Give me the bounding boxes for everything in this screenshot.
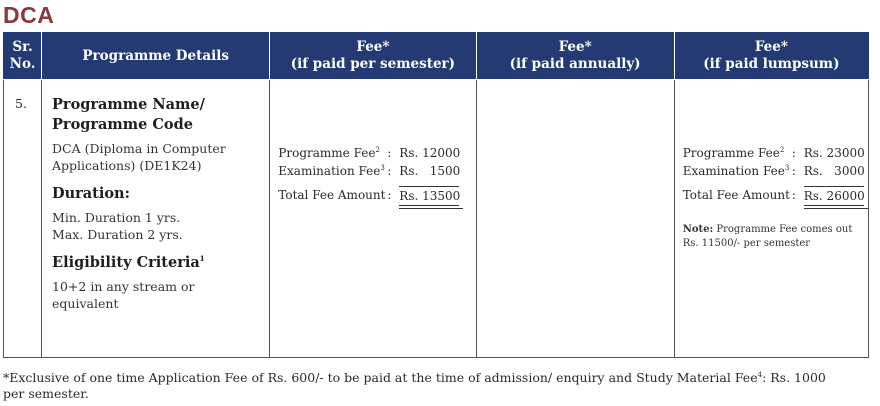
- max-duration: Max. Duration 2 yrs.: [52, 227, 183, 242]
- header-fee-semester: [270, 33, 476, 80]
- table-header-row: [4, 33, 869, 80]
- semester-total-colon: :: [387, 188, 392, 202]
- header-sr-no-line1: Sr.: [12, 39, 33, 55]
- semester-exam-fee-value: Rs. 1500: [399, 164, 461, 178]
- semester-programme-fee-label: [278, 144, 387, 162]
- lumpsum-note: [683, 223, 868, 251]
- min-duration: Min. Duration 1 yrs.: [52, 210, 181, 225]
- sr-no-value: 5.: [15, 96, 27, 111]
- semester-programme-fee-colon: :: [387, 146, 392, 160]
- lumpsum-total-label: Total Fee Amount: [682, 188, 790, 202]
- programme-name-heading-line1: Programme Name/: [52, 96, 205, 113]
- eligibility-line1: 10+2 in any stream or: [52, 279, 195, 294]
- header-sr-no-line2: No.: [9, 56, 36, 72]
- lumpsum-exam-fee-row: [683, 162, 868, 180]
- fee-semester-cell: [270, 80, 476, 358]
- semester-exam-fee-label: [278, 162, 387, 180]
- fee-lumpsum-cell: [674, 80, 868, 358]
- table-row: [4, 80, 869, 358]
- footnote-text-1: *Exclusive of one time Application Fee of Rs. 600/- to be paid at the time of admission/ enquiry and Study Material Fee: [3, 370, 758, 385]
- semester-exam-fee-colon: :: [387, 164, 392, 178]
- header-fee-annual-line1: Fee*: [558, 39, 592, 55]
- footnote-marker: 4: [757, 370, 763, 379]
- lumpsum-programme-fee-row: [683, 144, 868, 162]
- eligibility-footnote-marker: 1: [199, 254, 205, 264]
- footnote: [3, 370, 873, 402]
- header-fee-annual-line2: (if paid annually): [509, 56, 641, 72]
- lumpsum-exam-fee-value: Rs. 3000: [803, 164, 865, 178]
- lumpsum-exam-fee-label: [683, 162, 792, 180]
- page-title: DCA: [3, 2, 55, 28]
- semester-programme-fee-sup: 2: [375, 146, 380, 154]
- semester-exam-fee-label-text: Examination Fee: [278, 164, 381, 178]
- programme-name-line2: Applications) (DE1K24): [52, 158, 202, 173]
- lumpsum-exam-fee-label-text: Examination Fee: [682, 164, 785, 178]
- semester-programme-fee-label-text: Programme Fee: [278, 146, 376, 160]
- semester-programme-fee-row: [278, 144, 475, 162]
- lumpsum-programme-fee-sup: 2: [779, 146, 785, 154]
- semester-total-value: Rs. 13500: [399, 186, 459, 206]
- lumpsum-programme-fee-value: Rs. 23000: [803, 146, 865, 160]
- semester-total-label: Total Fee Amount: [278, 188, 386, 202]
- duration-heading: Duration:: [52, 185, 130, 202]
- footnote-text-3: per semester.: [3, 386, 89, 401]
- header-sr-no: [4, 33, 42, 80]
- lumpsum-note-label: Note:: [682, 224, 714, 235]
- lumpsum-programme-fee-colon: :: [791, 146, 796, 160]
- semester-total-row: [278, 186, 475, 206]
- semester-exam-fee-sup: 3: [380, 164, 385, 172]
- programme-name-line1: DCA (Diploma in Computer: [52, 141, 226, 156]
- header-fee-lumpsum-line2: (if paid lumpsum): [703, 56, 840, 72]
- lumpsum-exam-fee-sup: 3: [784, 164, 790, 172]
- semester-exam-fee-row: [278, 162, 475, 180]
- header-fee-semester-line1: Fee*: [356, 39, 390, 55]
- programme-details-cell: [42, 80, 270, 358]
- header-fee-semester-line2: (if paid per semester): [290, 56, 456, 72]
- lumpsum-note-text-line1: Programme Fee comes out: [713, 224, 853, 235]
- lumpsum-total-value: Rs. 26000: [804, 186, 864, 206]
- header-fee-lumpsum-line1: Fee*: [754, 39, 788, 55]
- lumpsum-programme-fee-label-text: Programme Fee: [682, 146, 780, 160]
- sr-no-cell: [4, 80, 42, 358]
- programme-name-heading-line2: Programme Code: [52, 116, 193, 133]
- fee-table: [3, 32, 869, 358]
- lumpsum-total-colon: :: [791, 188, 796, 202]
- header-fee-lumpsum: [674, 33, 868, 80]
- header-programme-details: Programme Details: [42, 33, 270, 80]
- header-fee-annual: [476, 33, 674, 80]
- lumpsum-total-underline: [804, 208, 868, 209]
- lumpsum-note-text-line2: Rs. 11500/- per semester: [682, 238, 811, 249]
- eligibility-line2: equivalent: [52, 296, 119, 311]
- lumpsum-total-row: [683, 186, 868, 206]
- semester-programme-fee-value: Rs. 12000: [399, 146, 461, 160]
- lumpsum-programme-fee-label: [683, 144, 792, 162]
- footnote-text-2: : Rs. 1000: [762, 370, 826, 385]
- eligibility-heading-text: Eligibility Criteria: [52, 254, 200, 271]
- lumpsum-exam-fee-colon: :: [791, 164, 796, 178]
- fee-annual-cell: [476, 80, 674, 358]
- semester-total-underline: [399, 208, 463, 209]
- eligibility-heading: [52, 253, 269, 273]
